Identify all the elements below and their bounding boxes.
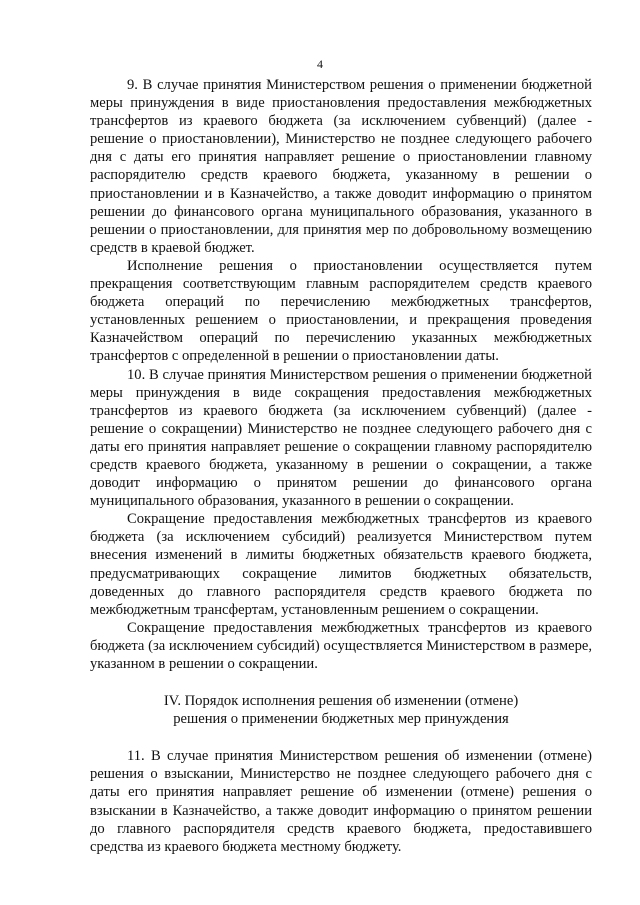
spacer bbox=[90, 728, 592, 747]
document-body bbox=[90, 76, 592, 856]
paragraph-10: 10. В случае принятия Министерством решения о применении бюджетной меры принуждения в виде сокращения предоставления межбюджетных трансфертов из краевого бюджета (за исключением субвенций) (далее - решение о сокращении) Министерство не позднее следующего рабочего дня с даты его принятия направляет решение о сокращении главному распорядителю средств краевого бюджета, указанному в решении о сокращении, а также доводит информацию о принятом решении до финансового органа муниципального образования, указанного в решении о сокращении. bbox=[90, 366, 592, 510]
section-heading-line-2: решения о применении бюджетных мер принуждения bbox=[173, 711, 509, 728]
paragraph-10-amount: Сокращение предоставления межбюджетных трансфертов из краевого бюджета (за исключением субсидий) осуществляется Министерством в размере, указанном в решении о сокращении. bbox=[90, 619, 592, 672]
paragraph-11: 11. В случае принятия Министерством решения об изменении (отмене) решения о взыскании, Министерство не позднее следующего рабочего дня с даты его принятия направляет решение об изменении (отмене) решения о взыскании в Казначейство, а также доводит информацию о принятом решении до главного распорядителя средств краевого бюджета, предоставившего средства из краевого бюджета местному бюджету. bbox=[90, 748, 592, 855]
paragraph-9-execution: Исполнение решения о приостановлении осуществляется путем прекращения соответствующим главным распорядителем средств краевого бюджета операций по перечислению межбюджетных трансфертов, установленных решением о приостановлении, и прекращения проведения Казначейством операций по перечислению указанных межбюджетных трансфертов с определенной в решении о приостановлении даты. bbox=[90, 257, 592, 365]
paragraph-10-reduction: Сокращение предоставления межбюджетных трансфертов из краевого бюджета (за исключением субсидий) реализуется Министерством путем внесения изменений в лимиты бюджетных обязательств краевого бюджета, предусматривающих сокращение лимитов бюджетных обязательств, доведенных до главного распорядителя средств краевого бюджета по межбюджетным трансфертам, установленным решением о сокращении. bbox=[90, 511, 592, 618]
paragraph-9: 9. В случае принятия Министерством решения о применении бюджетной меры принуждения в виде приостановления предоставления межбюджетных трансфертов из краевого бюджета (за исключением субвенций) (далее - решение о приостановлении), Министерство не позднее следующего рабочего дня с даты его принятия направляет решение о приостановлении главному распорядителю средств краевого бюджета, указанному в решении о приостановлении и в Казначейство, а также доводит информацию о принятом решении до финансового органа муниципального образования, указанного в решении о приостановлении, для принятия мер по добровольному возмещению средств в краевой бюджет. bbox=[90, 77, 592, 256]
page-number: 4 bbox=[317, 57, 323, 71]
spacer bbox=[90, 673, 592, 692]
section-heading-line-1: IV. Порядок исполнения решения об изменении (отмене) bbox=[163, 693, 519, 710]
